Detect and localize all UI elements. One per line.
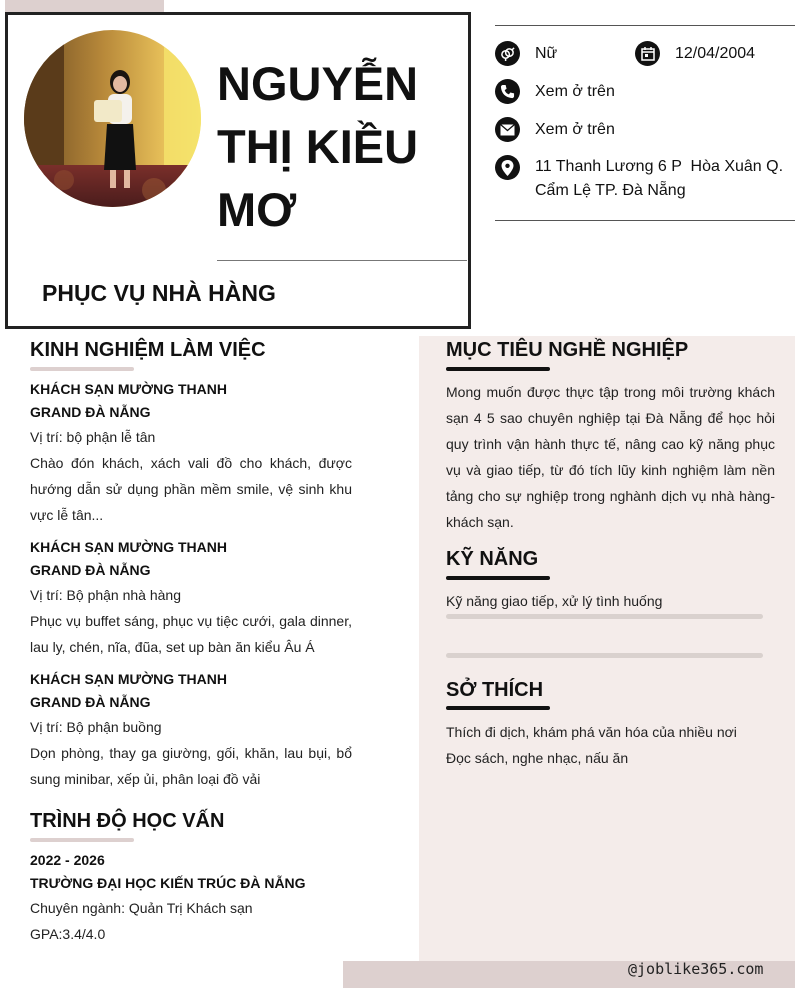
info-bottom-divider [495,220,795,221]
phone-value: Xem ở trên [535,83,615,100]
name-line-3: MƠ [217,183,297,236]
birthdate-value: 12/04/2004 [675,45,756,62]
gender-value: Nữ [535,45,558,62]
address-line-1: 11 Thanh Lương 6 P Hòa Xuân Q. [535,158,784,175]
address-value [535,155,783,203]
job-position: Vị trí: Bộ phận nhà hàng [30,587,181,603]
objective-title-underline [446,367,550,371]
education-title: TRÌNH ĐỘ HỌC VẤN [30,810,225,832]
name-line-1: NGUYỄN [217,57,419,110]
job-role: PHỤC VỤ NHÀ HÀNG [42,280,276,306]
education-title-underline [30,838,134,842]
hobbies-title-underline [446,706,550,710]
education-block [30,849,360,947]
profile-photo [24,30,201,207]
job-company-line-1: KHÁCH SẠN MƯỜNG THANH [30,671,227,687]
full-name [217,52,457,241]
name-line-2: THỊ KIỀU [217,120,419,173]
job-item [30,536,352,660]
education-gpa: GPA:3.4/4.0 [30,926,106,942]
job-description: Dọn phòng, thay ga giường, gối, khăn, lau bụi, bổ sung minibar, xếp ủi, phân loại đồ vải [30,745,352,787]
job-company-line-2: GRAND ĐÀ NẴNG [30,404,151,420]
job-company-line-1: KHÁCH SẠN MƯỜNG THANH [30,381,227,397]
job-company-line-2: GRAND ĐÀ NẴNG [30,562,151,578]
objective-text: Mong muốn được thực tập trong môi trường khách sạn 4 5 sao chuyên nghiệp tại Đà Nẵng để học hỏi quy trình vận hành thực tế, nâng cao kỹ năng phục vụ và giao tiếp, từ đó tích lũy kinh nghiệm làm nền tảng cho sự nghiệp trong nghành dịch vụ nhà hàng-khách sạn. [446,384,775,530]
job-description: Phục vụ buffet sáng, phục vụ tiệc cưới, gala dinner, lau ly, chén, nĩa, đũa, set up bàn ăn kiểu Âu Á [30,613,352,655]
job-item [30,668,352,792]
skill-bar [446,653,763,658]
experience-title-underline [30,367,134,371]
job-item [30,378,352,528]
job-company [30,668,352,714]
education-major: Chuyên ngành: Quản Trị Khách sạn [30,900,253,916]
calendar-icon [635,41,660,66]
location-icon [495,155,520,180]
objective-title: MỤC TIÊU NGHỀ NGHIỆP [446,339,689,361]
name-divider [217,260,467,261]
skill-name: Kỹ năng giao tiếp, xử lý tình huống [446,593,663,609]
job-company [30,536,352,582]
phone-icon [495,79,520,104]
job-company [30,378,352,424]
education-school: TRƯỜNG ĐẠI HỌC KIẾN TRÚC ĐÀ NẴNG [30,875,306,891]
experience-title: KINH NGHIỆM LÀM VIỆC [30,339,266,361]
skills-title: KỸ NĂNG [446,548,539,570]
skills-title-underline [446,576,550,580]
info-top-divider [495,25,795,26]
hobby-item: Thích đi dịch, khám phá văn hóa của nhiều nơi [446,724,737,740]
education-years: 2022 - 2026 [30,852,105,868]
job-position: Vị trí: bộ phận lễ tân [30,429,156,445]
experience-list [30,378,352,792]
address-line-2: Cẩm Lệ TP. Đà Nẵng [535,182,686,199]
hobby-item: Đọc sách, nghe nhạc, nấu ăn [446,750,629,766]
skill-bar [446,614,763,619]
job-company-line-2: GRAND ĐÀ NẴNG [30,694,151,710]
watermark: @joblike365.com [628,960,764,978]
email-value: Xem ở trên [535,121,615,138]
gender-icon [495,41,520,66]
hobbies-title: SỞ THÍCH [446,679,544,701]
job-description: Chào đón khách, xách vali đồ cho khách, được hướng dẫn sử dụng phần mềm smile, vệ sinh khu vực lễ tân... [30,455,352,523]
job-position: Vị trí: Bộ phận buồng [30,719,162,735]
job-company-line-1: KHÁCH SẠN MƯỜNG THANH [30,539,227,555]
email-icon [495,117,520,142]
